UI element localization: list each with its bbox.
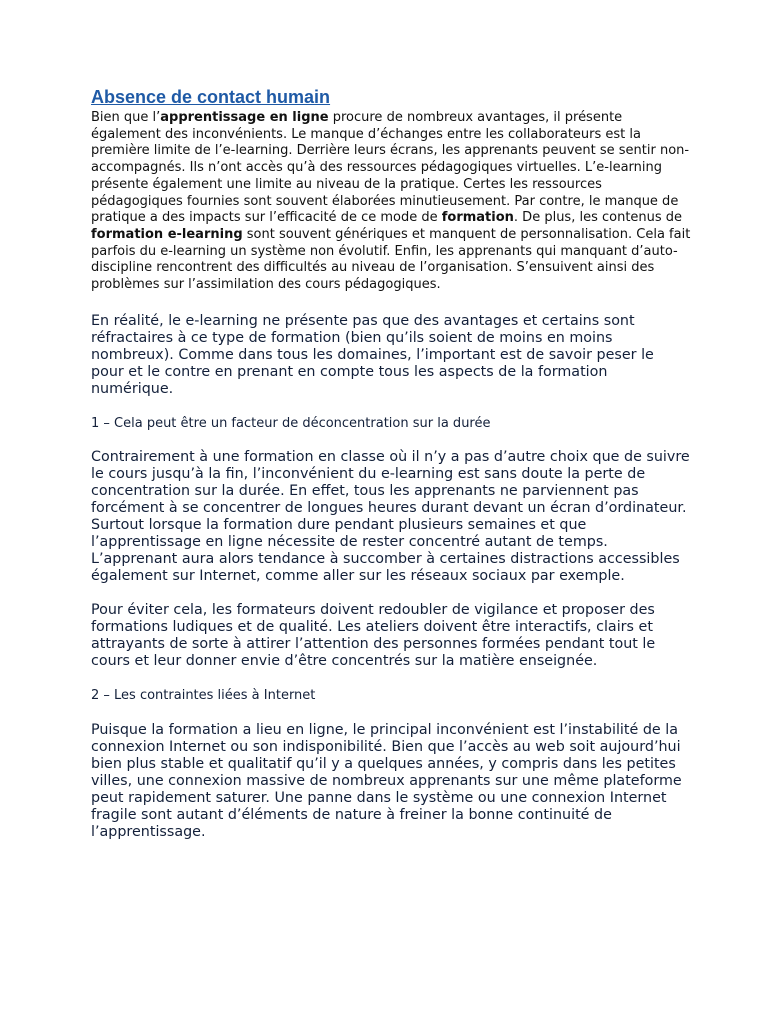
subsection-title-2: 2 – Les contraintes liées à Internet (91, 687, 316, 703)
intro-bold-1: formation (441, 210, 514, 226)
intro-paragraph (91, 110, 691, 294)
intro-bold-2: formation e-learning (91, 226, 243, 242)
intro-text-3: sont souvent génériques et manquent de personnalisation. Cela fait parfois du e-learning un système non évolutif. Enfin, les apprenants qui manquant d’auto-discipline rencontrent des difficultés au niveau de l’organisation. S’ensuivent ainsi des problèmes sur l’assimilation des cours pédagogiques. (91, 226, 691, 293)
reality-paragraph: En réalité, le e-learning ne présente pas que des avantages et certains sont réfractaires à ce type de formation (bien qu’ils soient de moins en moins nombreux). Comme dans tous les domaines, l’important est de savoir peser le pour et le contre en prenant en compte tous les aspects de la formation numérique. (91, 312, 654, 397)
intro-text-1: procure de nombreux avantages, il présente également des inconvénients. Le manque d’échanges entre les collaborateurs est la première limite de l’e-learning. Derrière leurs écrans, les apprenants peuvent se sentir non-accompagnés. Ils n’ont accès qu’à des ressources pédagogiques virtuelles. L’e-learning présente également une limite au niveau de la pratique. Certes les ressources pédagogiques fournies sont souvent élaborées minutieusement. Par contre, le manque de pratique a des impacts sur l’efficacité de ce mode de (91, 110, 690, 226)
intro-text-0: Bien que l’ (91, 110, 161, 125)
subsection-title-1: 1 – Cela peut être un facteur de déconcentration sur la durée (91, 415, 491, 431)
internet-paragraph: Puisque la formation a lieu en ligne, le principal inconvénient est l’instabilité de la connexion Internet ou son indisponibilité. Bien que l’accès au web soit aujourd’hui bien plus stable et qualitatif qu’il y a quelques années, y compris dans les petites villes, une connexion massive de nombreux apprenants sur une même plateforme peut rapidement saturer. Une panne dans le système ou une connexion Internet fragile sont autant d’éléments de nature à freiner la bonne continuité de l’apprentissage. (91, 721, 682, 840)
intro-text-2: . De plus, les contenus de (513, 210, 683, 226)
section-heading: Absence de contact humain (91, 87, 331, 107)
intro-bold-0: apprentissage en ligne (160, 110, 329, 125)
concentration-paragraph: Contrairement à une formation en classe où il n’y a pas d’autre choix que de suivre le cours jusqu’à la fin, l’inconvénient du e-learning est sans doute la perte de concentration sur la durée. En effet, tous les apprenants ne parviennent pas forcément à se concentrer de longues heures durant devant un écran d’ordinateur. Surtout lorsque la formation dure pendant plusieurs semaines et que l’apprentissage en ligne nécessite de rester concentré autant de temps. L’apprenant aura alors tendance à succomber à certaines distractions accessibles également sur Internet, comme aller sur les réseaux sociaux par exemple. (91, 448, 690, 584)
document-page (91, 86, 691, 841)
solution-paragraph: Pour éviter cela, les formateurs doivent redoubler de vigilance et proposer des formations ludiques et de qualité. Les ateliers doivent être interactifs, clairs et attrayants de sorte à attirer l’attention des personnes formées pendant tout le cours et leur donner envie d’être concentrés sur la matière enseignée. (91, 601, 656, 669)
